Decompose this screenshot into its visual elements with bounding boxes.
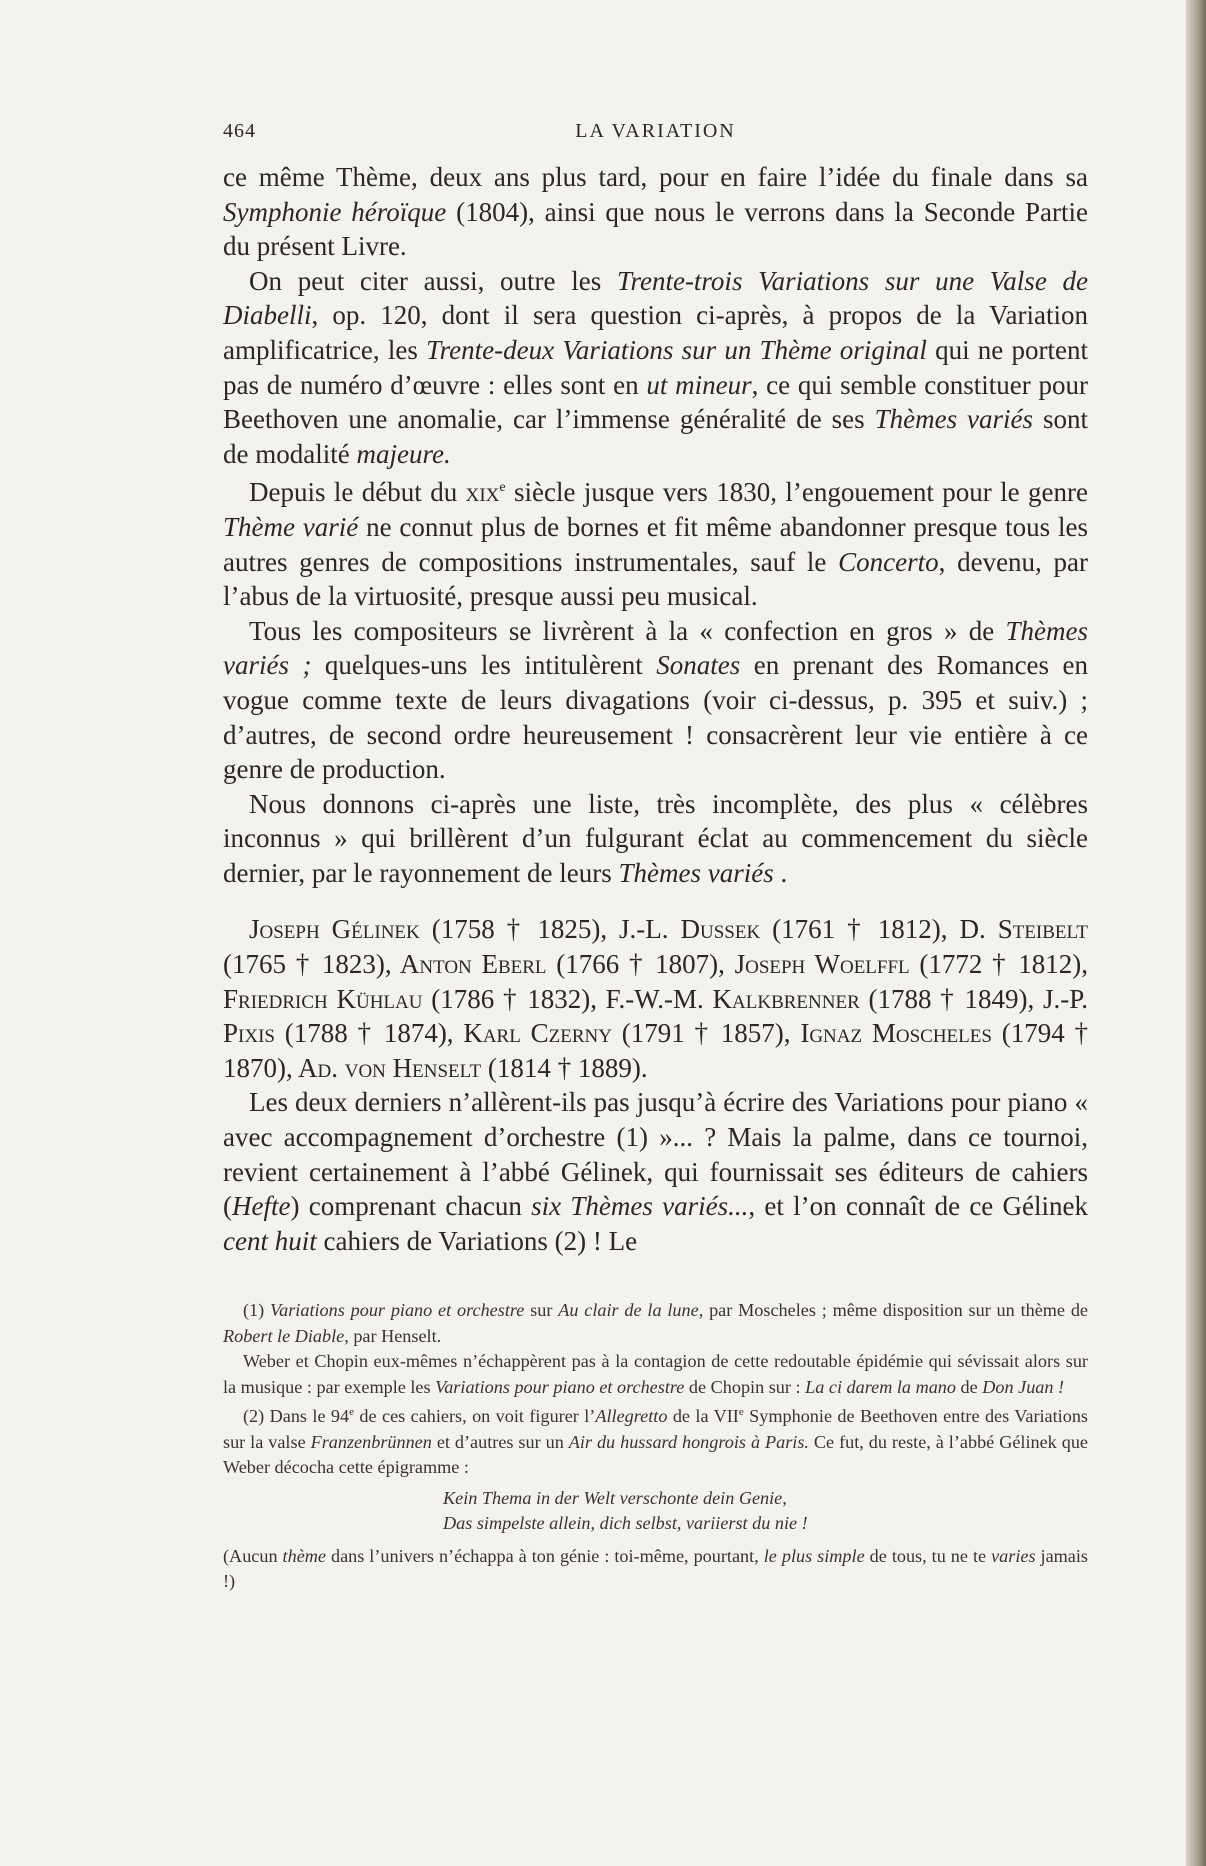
- epigram-verse: [223, 1486, 1088, 1537]
- epigram-translation: (Aucun thème dans l’univers n’échappa à ton génie : toi-même, pourtant, le plus simple de tous, tu ne te varies jamais !): [223, 1545, 1088, 1592]
- footnote-1-continued: Weber et Chopin eux-mêmes n’échappèrent pas à la contagion de cette redoutable épidémie qui sévissait alors sur la musique : par exemple les Variations pour piano et orchestre de Chopin sur : La ci darem la mano de Don Juan !: [223, 1351, 1088, 1397]
- footnote-2: (2) Dans le 94e de ces cahiers, on voit figurer l’Allegretto de la VIIe Symphonie de Beethoven entre des Variations sur la valse Franzenbrünnen et d’autres sur un Air du hussard hongrois à Paris. Ce fut, du reste, à l’abbé Gélinek que Weber décocha cette épigramme :: [223, 1406, 1089, 1478]
- page-number: 464: [223, 120, 256, 142]
- paragraph-5: Nous donnons ci-après une liste, très incomplète, des plus « célèbres inconnus » qui brillèrent d’un fulgurant éclat au commencement du siècle dernier, par le rayonnement de leurs Thèmes variés .: [223, 788, 1088, 888]
- verse-line-1: Kein Thema in der Welt verschonte dein Genie,: [443, 1487, 787, 1508]
- page-edge-shadow: [1186, 0, 1206, 1866]
- main-text: [223, 160, 1088, 1258]
- page-header: [223, 120, 1088, 150]
- footnote-1: (1) Variations pour piano et orchestre sur Au clair de la lune, par Moscheles ; même disposition sur un thème de Robert le Diable, par Henselt.: [223, 1300, 1088, 1346]
- running-head: LA VARIATION: [575, 120, 736, 142]
- paragraph-2: On peut citer aussi, outre les Trente-trois Variations sur une Valse de Diabelli, op. 120, dont il sera question ci-après, à propos de la Variation amplificatrice, les Trente-deux Variations sur un Thème original qui ne portent pas de numéro d’œuvre : elles sont en ut mineur, ce qui semble constituer pour Beethoven une anomalie, car l’immense généralité de ses Thèmes variés sont de modalité majeure.: [223, 265, 1089, 469]
- paragraph-4: Tous les compositeurs se livrèrent à la « confection en gros » de Thèmes variés ; quelques-uns les intitulèrent Sonates en prenant des Romances en vogue comme texte de leurs divagations (voir ci-dessus, p. 395 et suiv.) ; d’autres, de second ordre heureusement ! consacrèrent leur vie entière à ce genre de production.: [223, 615, 1088, 785]
- verse-line-2: Das simpelste allein, dich selbst, variierst du nie !: [443, 1513, 808, 1534]
- paragraph-1: ce même Thème, deux ans plus tard, pour en faire l’idée du finale dans sa Symphonie héroïque (1804), ainsi que nous le verrons dans la Seconde Partie du présent Livre.: [223, 162, 1088, 262]
- paragraph-3: Depuis le début du xix$^e$ siècle jusque vers 1830, l’engouement pour le genre Thème varié ne connut plus de bornes et fit même abandonner presque tous les autres genres de compositions instrumentales, sauf le Concerto, devenu, par l’abus de la virtuosité, presque aussi peu musical.: [223, 477, 1088, 612]
- paragraph-7: Les deux derniers n’allèrent-ils pas jusqu’à écrire des Variations pour piano « avec accompagnement d’orchestre (1) »... ? Mais la palme, dans ce tournoi, revient certainement à l’abbé Gélinek, qui fournissait ses éditeurs de cahiers (Hefte) comprenant chacun six Thèmes variés..., et l’on connaît de ce Gélinek cent huit cahiers de Variations (2) ! Le: [223, 1087, 1089, 1256]
- composer-list: Joseph Gélinek (1758 † 1825), J.-L. Dussek (1761 † 1812), D. Steibelt (1765 † 1823), Anton Eberl (1766 † 1807), Joseph Woelffl (1772 † 1812), Friedrich Kühlau (1786 † 1832), F.-W.-M. Kalkbrenner (1788 † 1849), J.-P. Pixis (1788 † 1874), Karl Czerny (1791 † 1857), Ignaz Moscheles (1794 † 1870), Ad. von Henselt (1814 † 1889).: [223, 914, 1088, 1083]
- footnotes: [223, 1298, 1088, 1595]
